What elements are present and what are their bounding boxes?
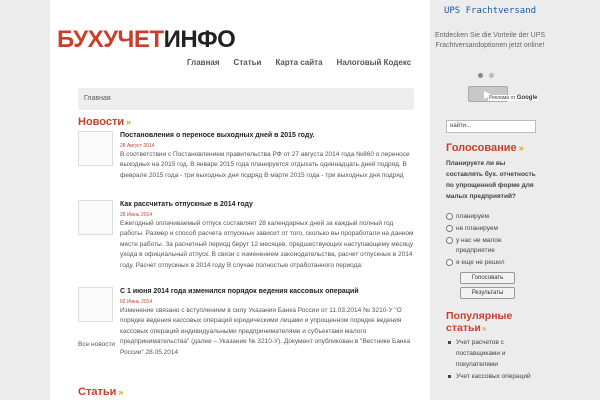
news-item-title[interactable]: С 1 июня 2014 года изменился порядок ведения кассовых операций <box>120 288 359 295</box>
double-chevron-right-icon: » <box>126 117 132 127</box>
articles-section-title[interactable] <box>78 386 123 398</box>
ad-title[interactable]: UPS Frachtversand <box>443 6 537 16</box>
logo-part-2: ИНФО <box>163 26 236 53</box>
news-title-text: Новости <box>78 116 125 128</box>
news-item-date: 02 Июнь 2014 <box>120 299 153 305</box>
popular-article-link[interactable]: Учет кассовых операций <box>456 373 531 380</box>
poll-option[interactable] <box>446 258 536 268</box>
all-news-link[interactable]: Все новости <box>78 341 116 348</box>
news-item-body <box>120 200 416 271</box>
nav-item-articles[interactable]: Статьи <box>233 58 262 67</box>
ad-text[interactable]: Entdecken Sie die Vorteile der UPS Frachtversandoptionen jetzt online! <box>434 32 546 49</box>
logo-part-1: БУХУЧЕТ <box>57 26 164 53</box>
nav-item-home[interactable]: Главная <box>187 58 220 67</box>
bullet-icon <box>448 375 451 378</box>
nav-item-tax-code[interactable]: Налоговый Кодекс <box>336 58 412 67</box>
nav-item-sitemap[interactable]: Карта сайта <box>275 58 323 67</box>
radio-button[interactable] <box>446 213 453 220</box>
radio-button[interactable] <box>446 259 453 266</box>
news-thumbnail[interactable] <box>78 200 113 235</box>
poll-option[interactable] <box>446 212 536 222</box>
news-item-text: В соответствии с Постановлением правительства РФ от 27 августа 2014 года №860 о переносе выходных на 2015 год. В январе 2015 года планируется отдыхать одиннадцать дней подряд. В феврале 2015 года - три выходных дня подряд В марте 2015 года - три выходных дня подряд <box>120 151 410 179</box>
poll-option-label: я еще не решил <box>456 259 505 266</box>
news-item-date: 28 Август 2014 <box>120 143 155 149</box>
double-chevron-right-icon: » <box>118 387 124 397</box>
news-thumbnail[interactable] <box>78 131 113 166</box>
poll-option-label: не планируем <box>456 225 498 232</box>
news-section-title[interactable] <box>78 116 131 128</box>
ad-pager-dot-active[interactable] <box>478 73 483 78</box>
results-button[interactable]: Результаты <box>460 287 515 299</box>
popular-articles-title <box>446 310 546 335</box>
list-item <box>446 371 546 382</box>
list-item <box>446 337 546 370</box>
news-item-body <box>120 287 416 358</box>
radio-button[interactable] <box>446 225 453 232</box>
news-item-title[interactable]: Как рассчитать отпускные в 2014 году <box>120 201 253 208</box>
news-item <box>78 131 416 191</box>
poll-option[interactable] <box>446 236 536 256</box>
news-item-text: Изменение связано с вступлением в силу Указания Банка России от 11.03.2014 № 3210-У "О порядке ведения кассовых операций юридическими лицами и упрощенном порядке ведения кассовых операций индивидуальными предпринимателями и субъектами малого предпринимательства" (далее – Указание № 3210-У). Документ опубликован в "Вестнике Банка России" 28.05.2014 <box>120 307 411 356</box>
radio-button[interactable] <box>446 237 453 244</box>
bullet-icon <box>448 341 451 344</box>
poll-title-text: Голосование <box>446 142 517 154</box>
poll-question: Планируете ли вы составлять бух. отчетность по упрощенной форме для малых предприятий? <box>446 160 536 200</box>
news-item <box>78 200 416 280</box>
double-chevron-right-icon: » <box>518 143 524 153</box>
site-logo[interactable] <box>57 26 235 54</box>
poll-title <box>446 142 524 154</box>
ads-by-google[interactable] <box>488 95 538 101</box>
news-item-title[interactable]: Постановления о переносе выходных дней в 2015 году. <box>120 132 315 139</box>
popular-title-text: Популярные статьи <box>446 310 513 334</box>
news-thumbnail[interactable] <box>78 287 113 322</box>
ad-pager-dot[interactable] <box>489 73 494 78</box>
search-input[interactable]: найти... <box>446 120 536 133</box>
breadcrumb-home[interactable]: Главная <box>84 95 111 102</box>
poll-option-label: у нас не малое предприятие <box>456 237 502 254</box>
news-item-text: Ежегодный оплачиваемый отпуск составляет 28 календарных дней за каждый полный год работы. Размер и способ расчета отпускных зависит от того, сколько вы проработали на данном месте работы. За расчетный период берут 12 месяцев, предшествующих наступающему месяцу ухода в официальный отпуск. В связи с изменением законодательства, расчет отпускных в 2014 году. Расчет отпускных в 2014 году В случае полностью отработанного периода: <box>120 220 414 269</box>
vote-button[interactable]: Голосовать <box>460 272 515 284</box>
articles-title-text: Статьи <box>78 386 117 398</box>
poll-option-label: планируем <box>456 213 489 220</box>
main-nav <box>180 58 418 67</box>
news-item-body <box>120 131 416 181</box>
breadcrumb <box>78 88 414 110</box>
google-logo: Google <box>516 95 538 101</box>
double-chevron-right-icon: » <box>481 324 487 333</box>
news-item-date: 28 Июнь 2014 <box>120 212 153 218</box>
poll-option[interactable] <box>446 224 536 234</box>
popular-article-link[interactable]: Учет расчетов с поставщиками и покупателями <box>456 339 506 368</box>
popular-articles-list <box>446 337 546 383</box>
ads-by-prefix: Реклама от <box>489 95 516 101</box>
ad-pager <box>478 73 494 78</box>
